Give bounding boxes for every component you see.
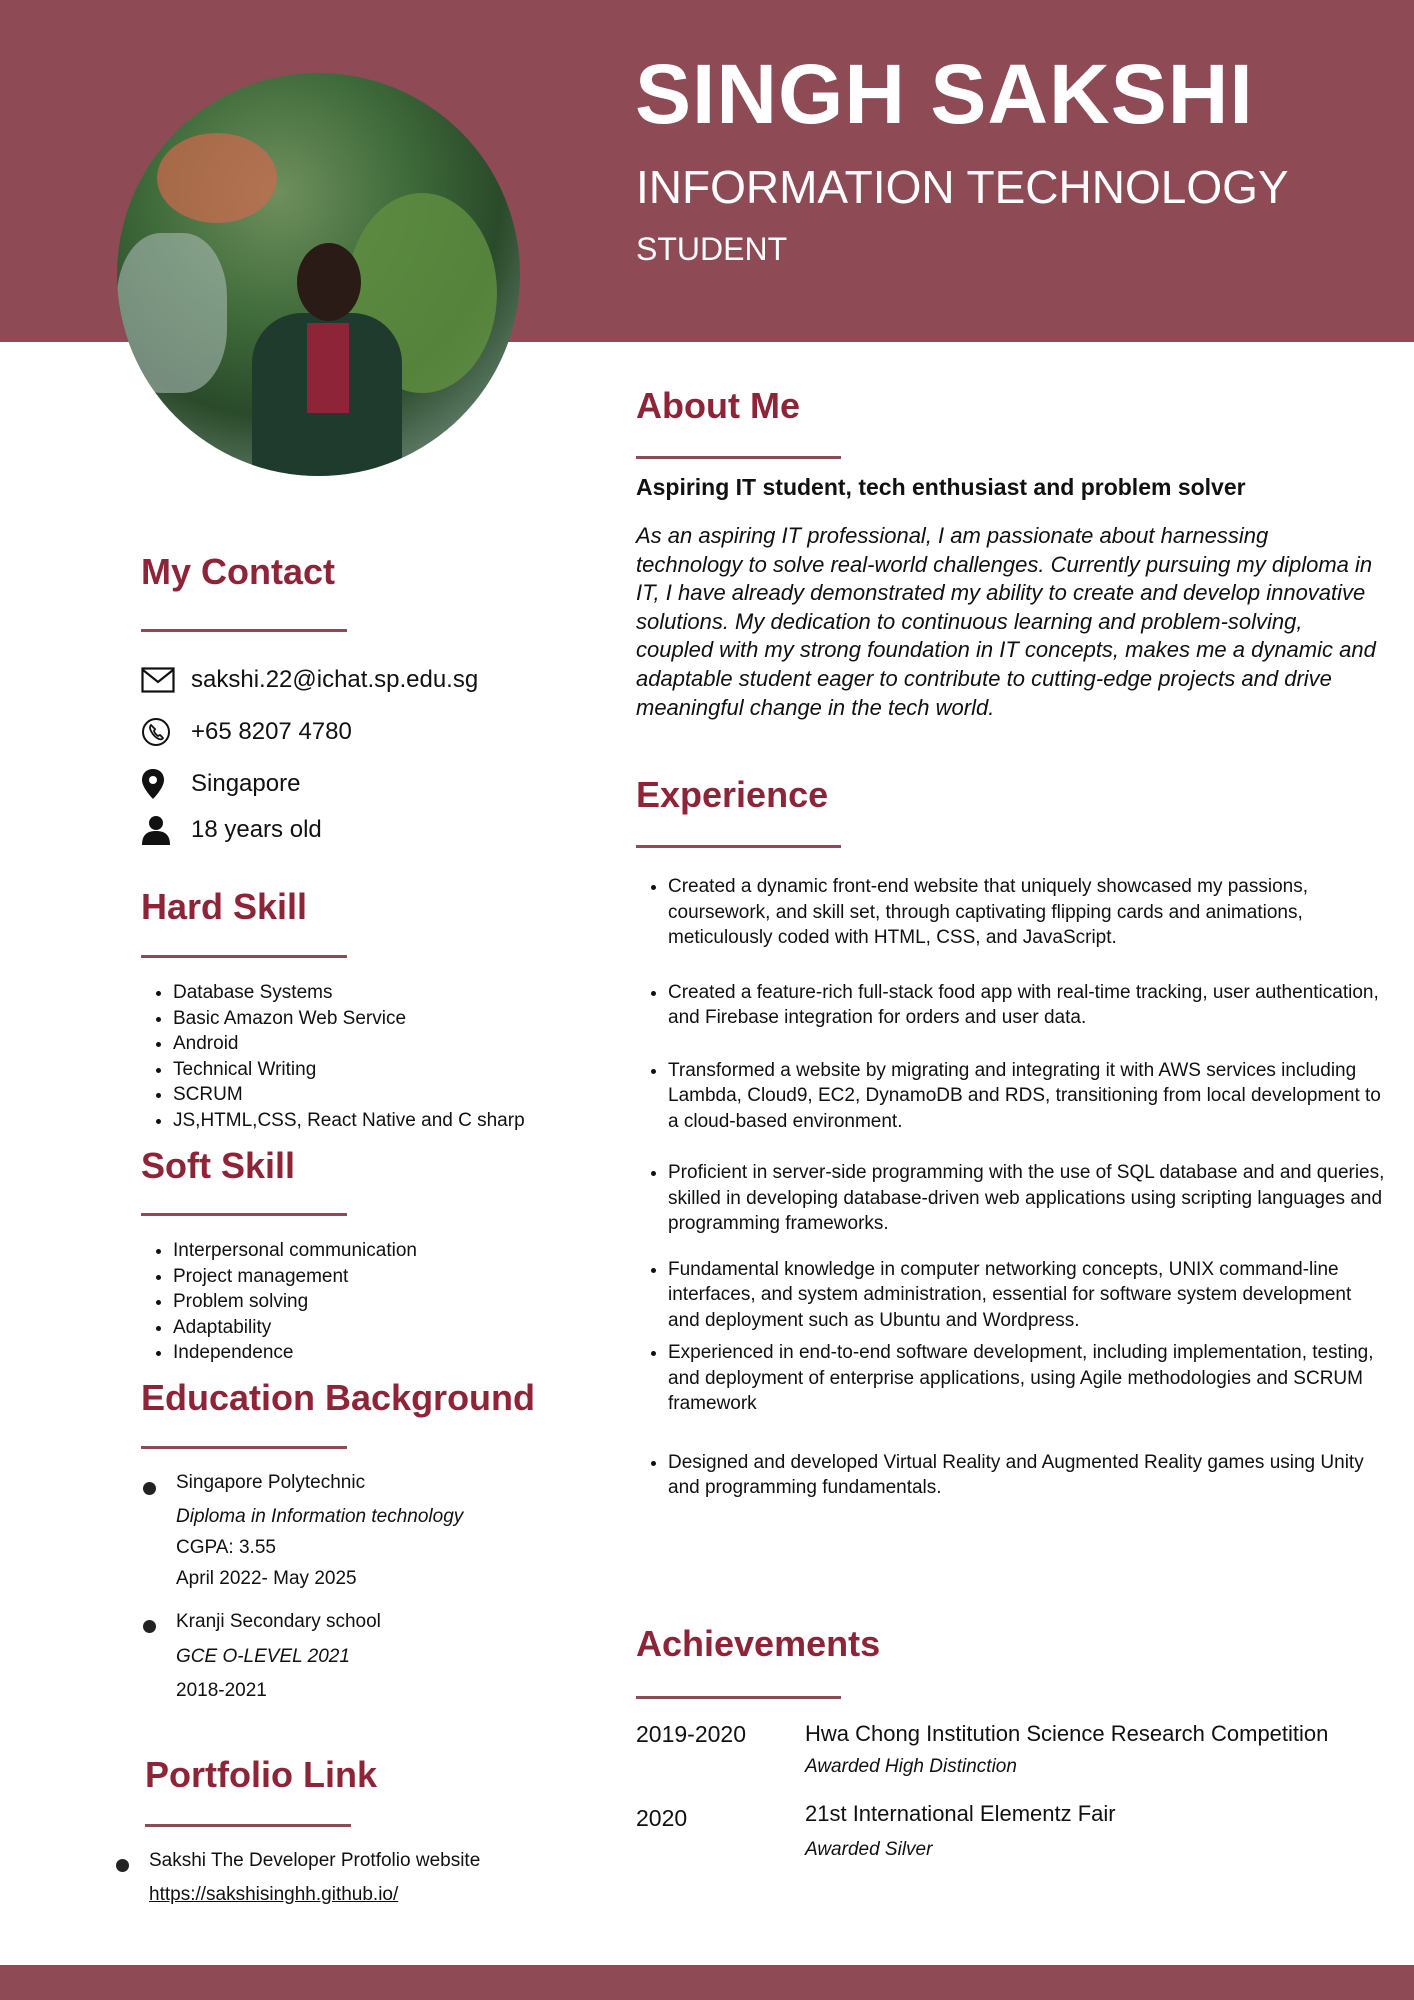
bullet-dot (116, 1859, 129, 1872)
achievement-award: Awarded Silver (805, 1839, 933, 1860)
school-name: Kranji Secondary school (176, 1611, 381, 1632)
achievement-title: Hwa Chong Institution Science Research Competition (805, 1721, 1329, 1746)
portfolio-divider (145, 1824, 351, 1827)
soft-skill-divider (141, 1213, 347, 1216)
location-text: Singapore (191, 770, 301, 797)
list-item: • Database Systems (173, 980, 525, 1006)
list-item: • Created a dynamic front-end website that uniquely showcased my passions, coursework, and skill set, through captivating flipping cards and animations, meticulously coded with HTML, CSS, and JavaScript. (668, 874, 1388, 951)
list-item: • Basic Amazon Web Service (173, 1006, 525, 1032)
achievement-year: 2019-2020 (636, 1721, 746, 1747)
school-period: 2018-2021 (176, 1680, 267, 1701)
portfolio-heading: Portfolio Link (145, 1754, 377, 1795)
phone-icon (141, 715, 177, 749)
achievement-year: 2020 (636, 1805, 688, 1831)
bullet-dot (143, 1482, 156, 1495)
achievement-award: Awarded High Distinction (805, 1756, 1017, 1777)
portfolio-label: Sakshi The Developer Protfolio website (149, 1850, 481, 1871)
school-program: Diploma in Information technology (176, 1506, 464, 1527)
phone-text: +65 8207 4780 (191, 718, 352, 745)
about-divider (636, 456, 841, 459)
about-headline: Aspiring IT student, tech enthusiast and problem solver (636, 474, 1246, 500)
location-pin-icon (141, 767, 177, 801)
list-item: • Independence (173, 1340, 417, 1366)
envelope-icon (141, 663, 177, 697)
experience-divider (636, 845, 841, 848)
list-item: • Problem solving (173, 1289, 417, 1315)
contact-location (141, 767, 300, 801)
achievement-title: 21st International Elementz Fair (805, 1801, 1116, 1826)
education-divider (141, 1446, 347, 1449)
hard-skill-heading: Hard Skill (141, 886, 308, 927)
contact-heading: My Contact (141, 551, 336, 592)
list-item: • Technical Writing (173, 1057, 525, 1083)
school-name: Singapore Polytechnic (176, 1472, 366, 1493)
list-item: • Created a feature-rich full-stack food app with real-time tracking, user authentication, and Firebase integration for orders and user data. (668, 980, 1388, 1031)
soft-skill-heading: Soft Skill (141, 1145, 296, 1186)
school-period: April 2022- May 2025 (176, 1568, 357, 1589)
role-title: INFORMATION TECHNOLOGY (636, 161, 1289, 213)
name-title: SINGH SAKSHI (635, 47, 1254, 141)
list-item: • Experienced in end-to-end software development, including implementation, testing, and deployment of enterprise applications, using Agile methodologies and SCRUM framework (668, 1340, 1388, 1417)
list-item: • Proficient in server-side programming with the use of SQL database and and queries, skilled in developing database-driven web applications using scripting languages and programming frameworks. (668, 1160, 1388, 1237)
portfolio-link[interactable]: https://sakshisinghh.github.io/ (149, 1884, 399, 1905)
about-body: As an aspiring IT professional, I am passionate about harnessing technology to solve real-world challenges. Currently pursuing my diploma in IT, I have already demonstrated my ability to create and develop innovative solutions. My dedication to continuous learning and problem-solving, coupled with my strong foundation in IT concepts, makes me a dynamic and adaptable student eager to contribute to cutting-edge projects and drive meaningful change in the tech world. (636, 523, 1376, 720)
school-program: GCE O-LEVEL 2021 (176, 1646, 350, 1667)
list-item: • JS,HTML,CSS, React Native and C sharp (173, 1108, 525, 1134)
about-heading: About Me (636, 385, 800, 426)
experience-heading: Experience (636, 774, 829, 815)
school-grade: CGPA: 3.55 (176, 1537, 276, 1558)
list-item: • Interpersonal communication (173, 1238, 417, 1264)
hard-skill-divider (141, 955, 347, 958)
list-item: • SCRUM (173, 1082, 525, 1108)
contact-divider (141, 629, 347, 632)
list-item: • Project management (173, 1264, 417, 1290)
contact-age (141, 813, 322, 847)
soft-skill-list (141, 1238, 417, 1366)
contact-email[interactable] (141, 663, 478, 697)
list-item: • Adaptability (173, 1315, 417, 1341)
list-item: • Transformed a website by migrating and integrating it with AWS services including Lambda, Cloud9, EC2, DynamoDB and RDS, transitioning from local development to a cloud-based environment. (668, 1058, 1388, 1135)
bullet-dot (143, 1620, 156, 1633)
experience-list (636, 874, 1388, 1501)
hard-skill-list (141, 980, 525, 1133)
profile-photo (117, 73, 520, 476)
list-item: • Fundamental knowledge in computer networking concepts, UNIX command-line interfaces, and system administration, essential for software system development and deployment such as Ubuntu and Wordpress. (668, 1257, 1388, 1334)
email-text: sakshi.22@ichat.sp.edu.sg (191, 666, 479, 693)
person-icon (141, 813, 177, 847)
achievements-heading: Achievements (636, 1623, 881, 1664)
list-item: • Android (173, 1031, 525, 1057)
role-subtitle: STUDENT (636, 231, 788, 267)
achievements-divider (636, 1696, 841, 1699)
age-text: 18 years old (191, 816, 322, 843)
list-item: • Designed and developed Virtual Reality and Augmented Reality games using Unity and programming fundamentals. (668, 1450, 1388, 1501)
contact-phone[interactable] (141, 715, 352, 749)
footer-band (0, 1965, 1414, 2000)
education-heading: Education Background (141, 1377, 536, 1418)
